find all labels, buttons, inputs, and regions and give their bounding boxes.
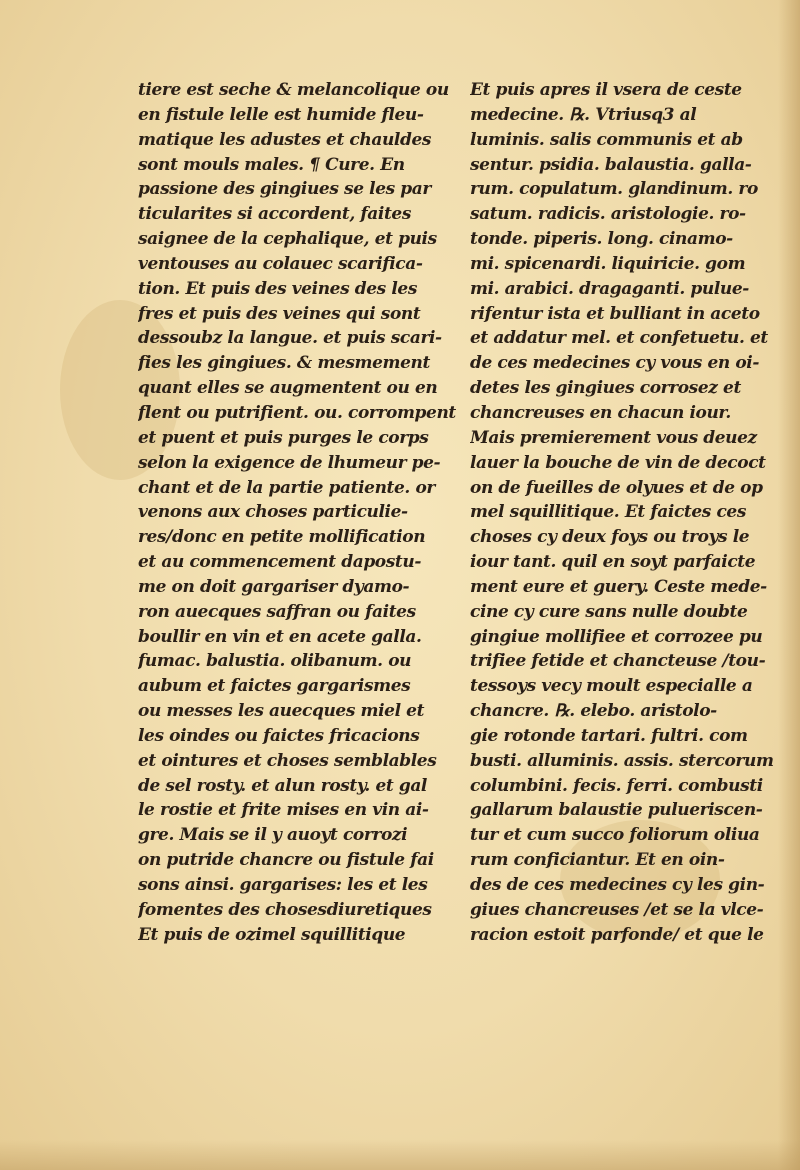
text-line: et ointures et choses semblables <box>138 750 437 771</box>
text-line: mi. arabici. dragaganti. pulue- <box>470 278 749 299</box>
text-line: gallarum balaustie pulueriscen- <box>470 800 763 821</box>
text-line: fies les gingiues. & mesmement <box>138 353 430 374</box>
text-line: chant et de la partie patiente. or <box>138 477 435 498</box>
text-line: fumac. balustia. olibanum. ou <box>138 651 412 672</box>
text-line: rum conficiantur. Et en oin- <box>470 850 725 871</box>
page-edge-bottom <box>0 1140 800 1170</box>
text-line: de sel rosty. et alun rosty. et gal <box>138 775 427 796</box>
text-line: ticularites si accordent, faites <box>138 204 412 225</box>
text-line: racion estoit parfonde/ et que le <box>470 924 764 945</box>
text-line: tonde. piperis. long. cinamo- <box>470 229 733 250</box>
text-line: sons ainsi. gargarises: les et les <box>138 875 428 895</box>
text-line: sont mouls males. ¶ Cure. En <box>138 154 405 175</box>
text-line: iour tant. quil en soyt parfaicte <box>470 552 756 573</box>
text-line: ventouses au colauec scarifica- <box>138 253 423 274</box>
text-line: Et puis de ozimel squillitique <box>138 924 406 945</box>
text-line: Mais premierement vous deuez <box>470 427 757 448</box>
text-line: ment eure et guery. Ceste mede- <box>470 576 767 597</box>
text-line: choses cy deux foys ou troys le <box>470 527 750 548</box>
text-line: matique les adustes et chauldes <box>138 129 432 150</box>
text-line: le rostie et frite mises en vin ai- <box>138 800 429 821</box>
text-line: fres et puis des veines qui sont <box>138 303 421 324</box>
text-line: gre. Mais se il y auoyt corrozi <box>138 825 408 846</box>
text-line: tessoys vecy moult especialle a <box>470 676 753 697</box>
text-line: busti. alluminis. assis. stercorum <box>470 750 774 771</box>
text-line: boullir en vin et en acete galla. <box>138 626 422 647</box>
text-line: trifiee fetide et chancteuse /tou- <box>470 651 766 672</box>
text-line: quant elles se augmentent ou en <box>138 378 438 399</box>
text-line: chancre. ℞. elebo. aristolo- <box>470 701 717 722</box>
text-line: et addatur mel. et confetuetu. et <box>470 328 768 349</box>
text-line: chancreuses en chacun iour. <box>470 402 731 423</box>
text-line: gingiue mollifiee et corrozee pu <box>470 626 763 647</box>
text-column-right <box>470 78 796 948</box>
text-line: tur et cum succo foliorum oliua <box>470 825 760 846</box>
text-line: sentur. psidia. balaustia. galla- <box>470 154 752 175</box>
text-line: les oindes ou faictes fricacions <box>138 725 420 746</box>
text-line: gie rotonde tartari. fultri. com <box>470 725 748 746</box>
text-line: saignee de la cephalique, et puis <box>138 229 437 250</box>
text-line: luminis. salis communis et ab <box>470 129 743 150</box>
text-line: me on doit gargariser dyamo- <box>138 576 410 597</box>
text-line: et puent et puis purges le corps <box>138 427 429 448</box>
text-line: rum. copulatum. glandinum. ro <box>470 179 758 200</box>
text-line: on de fueilles de olyues et de op <box>470 477 763 498</box>
text-line: dessoubz la langue. et puis scari- <box>138 328 442 349</box>
text-line: Et puis apres il vsera de ceste <box>470 80 742 100</box>
text-line: passione des gingiues se les par <box>138 179 431 200</box>
text-line: mi. spicenardi. liquiricie. gom <box>470 253 746 274</box>
text-line: lauer la bouche de vin de decoct <box>470 452 766 473</box>
text-line: detes les gingiues corrosez et <box>470 378 741 399</box>
text-line: selon la exigence de lhumeur pe- <box>138 452 441 473</box>
text-line: tiere est seche & melancolique ou <box>138 80 449 100</box>
text-line: fomentes des chosesdiuretiques <box>138 899 432 920</box>
text-line: flent ou putrifient. ou. corrompent <box>138 402 456 423</box>
text-line: giues chancreuses /et se la vlce- <box>470 899 764 920</box>
text-line: mel squillitique. Et faictes ces <box>470 502 747 523</box>
text-line: rifentur ista et bulliant in aceto <box>470 303 760 324</box>
text-line: et au commencement dapostu- <box>138 552 421 573</box>
text-line: aubum et faictes gargarismes <box>138 676 411 697</box>
text-line: satum. radicis. aristologie. ro- <box>470 204 746 225</box>
text-line: on putride chancre ou fistule fai <box>138 850 434 871</box>
text-line: des de ces medecines cy les gin- <box>470 875 765 895</box>
text-line: medecine. ℞. Vtriusq3 al <box>470 104 697 125</box>
text-line: de ces medecines cy vous en oi- <box>470 353 760 374</box>
text-line: ron auecques saffran ou faites <box>138 601 416 622</box>
text-line: ou messes les auecques miel et <box>138 701 425 722</box>
text-line: en fistule lelle est humide fleu- <box>138 104 424 125</box>
text-line: venons aux choses particulie- <box>138 502 408 523</box>
text-line: res/donc en petite mollification <box>138 527 426 548</box>
text-line: tion. Et puis des veines des les <box>138 278 418 299</box>
text-line: columbini. fecis. ferri. combusti <box>470 775 763 796</box>
text-column-left <box>138 78 456 948</box>
text-line: cine cy cure sans nulle doubte <box>470 601 748 622</box>
